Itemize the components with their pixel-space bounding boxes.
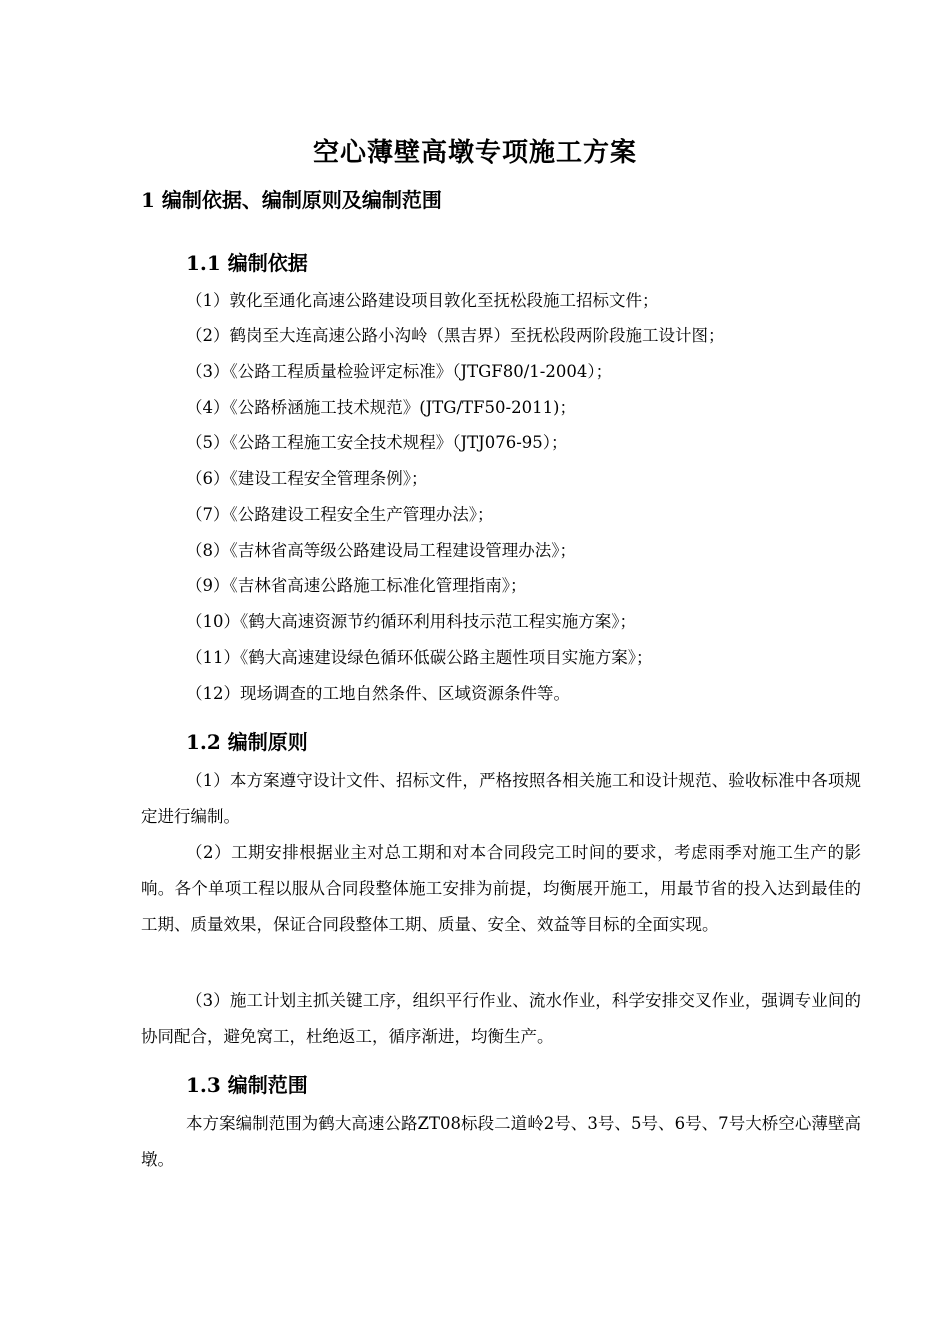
basis-item-10: （10）《鹤大高速资源节约循环利用科技示范工程实施方案》； (186, 612, 636, 631)
principle-paragraph-1: （1）本方案遵守设计文件、招标文件，严格按照各相关施工和设计规范、验收标准中各项规定进行编制。 (141, 771, 861, 826)
principle-paragraph-3: （3）施工计划主抓关键工序，组织平行作业、流水作业，科学安排交叉作业，强调专业间的协同配合，避免窝工，杜绝返工，循序渐进，均衡生产。 (141, 991, 861, 1046)
section-1-1-heading: 1.1 编制依据 (186, 251, 308, 275)
basis-item-6: （6）《建设工程安全管理条例》； (186, 469, 428, 488)
document-title: 空心薄壁高墩专项施工方案 (312, 138, 637, 168)
basis-item-12: （12）现场调查的工地自然条件、区域资源条件等。 (186, 684, 570, 703)
basis-item-1: （1）敦化至通化高速公路建设项目敦化至抚松段施工招标文件； (186, 291, 659, 310)
basis-item-9: （9）《吉林省高速公路施工标准化管理指南》； (186, 576, 527, 595)
scope-paragraph: 本方案编制范围为鹤大高速公路ZT08标段二道岭2号、3号、5号、6号、7号大桥空心薄壁高墩。 (141, 1114, 861, 1169)
principle-paragraph-2: （2）工期安排根据业主对总工期和对本合同段完工时间的要求，考虑雨季对施工生产的影响。各个单项工程以服从合同段整体施工安排为前提，均衡展开施工，用最节省的投入达到最佳的工期、质量效果，保证合同段整体工期、质量、安全、效益等目标的全面实现。 (141, 843, 861, 934)
basis-item-7: （7）《公路建设工程安全生产管理办法》； (186, 505, 494, 524)
basis-item-11: （11）《鹤大高速建设绿色循环低碳公路主题性项目实施方案》； (186, 648, 653, 667)
section-1-2-heading: 1.2 编制原则 (186, 730, 308, 754)
basis-item-5: （5）《公路工程施工安全技术规程》（JTJ076-95）； (186, 433, 568, 452)
section-1-3-heading: 1.3 编制范围 (186, 1073, 308, 1097)
basis-item-4: （4）《公路桥涵施工技术规范》(JTG/TF50-2011)； (186, 398, 576, 417)
basis-item-2: （2）鹤岗至大连高速公路小沟岭（黑吉界）至抚松段两阶段施工设计图； (186, 326, 725, 345)
basis-item-8: （8）《吉林省高等级公路建设局工程建设管理办法》； (186, 541, 576, 560)
basis-item-3: （3）《公路工程质量检验评定标准》（JTGF80/1-2004）； (186, 362, 613, 381)
section-1-heading: 1 编制依据、编制原则及编制范围 (141, 188, 442, 212)
